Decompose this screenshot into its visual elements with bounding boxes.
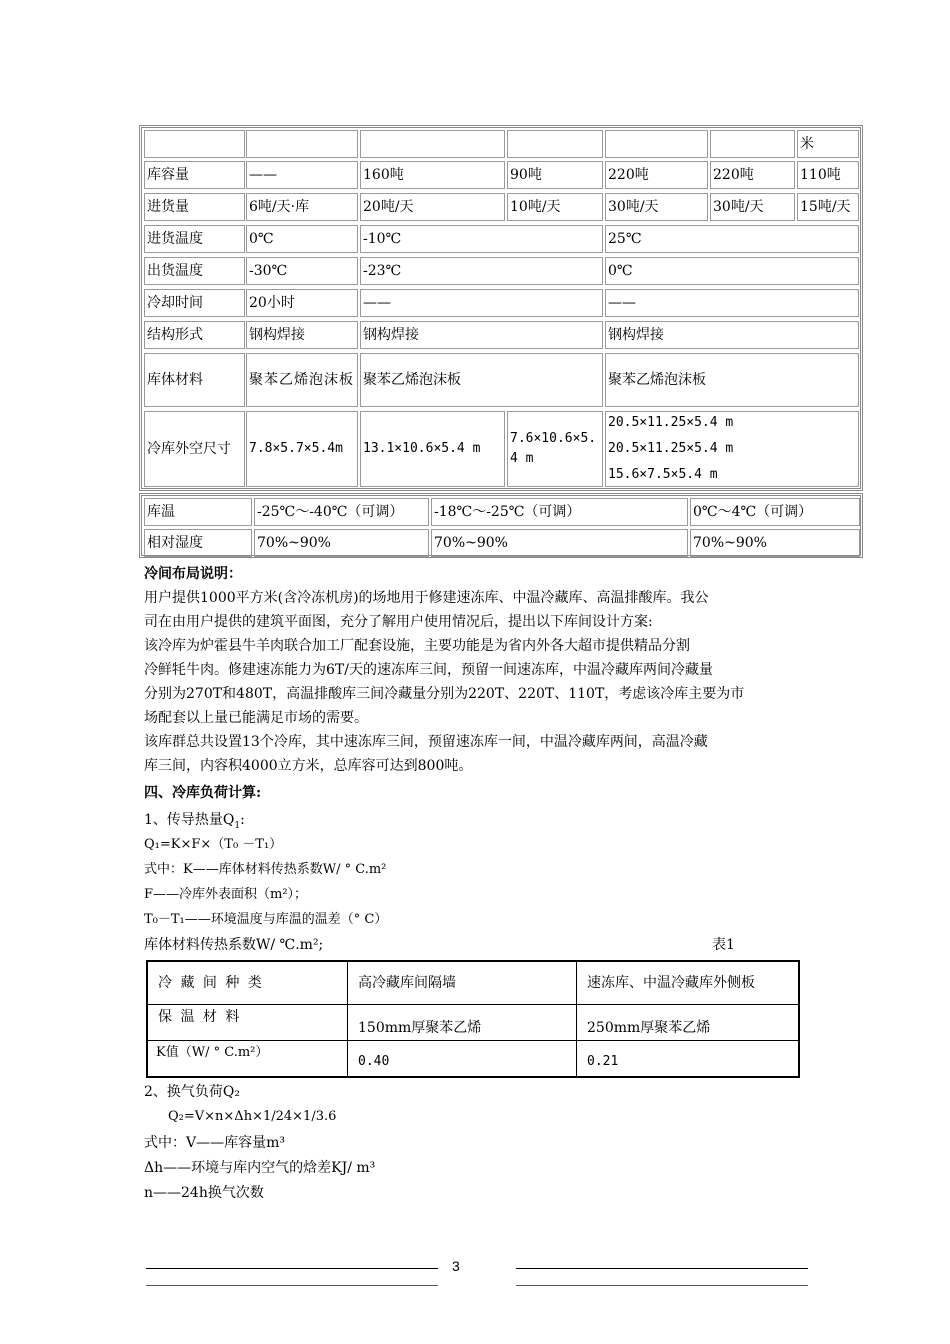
row-label: 库容量 [144, 161, 245, 189]
table-cell: 10吨/天 [507, 193, 603, 221]
definition-line: n——24h换气次数 [144, 1185, 264, 1201]
table-cell: —— [360, 289, 603, 317]
table-cell: 7.6×10.6×5.4 m [507, 411, 603, 487]
definition-line: 式中：V——库容量m³ [144, 1135, 285, 1151]
table-cell: 6吨/天·库 [246, 193, 358, 221]
paragraph-line: 库三间，内容积4000立方米，总库容可达到800吨。 [144, 758, 473, 774]
table-cell: 150mm厚聚苯乙烯 [347, 1004, 577, 1041]
table-cell: 70%~90% [254, 529, 429, 557]
table-cell: 70%~90% [431, 529, 688, 557]
table-cell: 30吨/天 [710, 193, 795, 221]
row-label: 冷却时间 [144, 289, 245, 317]
row-label: 冷库外空尺寸 [144, 411, 245, 487]
table-cell: 250mm厚聚苯乙烯 [576, 1004, 799, 1041]
definition-line: 式中：K——库体材料传热系数W/ ° C.m² [144, 862, 387, 877]
paragraph-line: 用户提供1000平方米(含冷冻机房)的场地用于修建速冻库、中温冷藏库、高温排酸库。我公 [144, 590, 709, 606]
formula: Q₁=K×F×（T₀ －T₁） [144, 837, 283, 852]
row-label: 进货量 [144, 193, 245, 221]
table-cell: 160吨 [360, 161, 505, 189]
table-cell: -30℃ [246, 257, 358, 285]
table-cell: K值（W/ ° C.m²） [147, 1040, 348, 1077]
table-cell: 聚苯乙烯泡沫板 [605, 353, 859, 407]
footer-rule [516, 1268, 808, 1269]
dimension-line: 20.5×11.25×5.4 m [608, 441, 734, 456]
table-cell: 0.40 [347, 1040, 577, 1077]
table-cell: 90吨 [507, 161, 603, 189]
row-label: 相对湿度 [144, 529, 252, 557]
storage-spec-table [139, 125, 863, 491]
table-cell: 20吨/天 [360, 193, 505, 221]
table-cell [710, 130, 795, 158]
table-cell [507, 130, 603, 158]
table-cell [605, 130, 708, 158]
dimension-line: 20.5×11.25×5.4 m [608, 415, 734, 430]
paragraph-line: 该冷库为炉霍县牛羊肉联合加工厂配套设施，主要功能是为省内外各大超市提供精品分割 [144, 638, 690, 654]
table-cell: 0℃～4℃（可调） [690, 498, 860, 526]
table-cell-dimensions [605, 411, 859, 487]
section-heading: 四、冷库负荷计算: [144, 785, 262, 801]
table-cell: 聚苯乙烯泡沫板 [360, 353, 603, 407]
table-cell: —— [246, 161, 358, 189]
footer-rule [516, 1285, 808, 1286]
definition-line: Δh——环境与库内空气的焓差KJ/ m³ [144, 1160, 376, 1176]
table-cell: -18℃～-25℃（可调） [431, 498, 688, 526]
paragraph-line: 场配套以上量已能满足市场的需要。 [144, 710, 368, 726]
table-cell: 钢构焊接 [246, 321, 358, 349]
table-cell: 钢构焊接 [360, 321, 603, 349]
table-cell [144, 130, 245, 158]
table-cell [360, 130, 505, 158]
table-cell: 钢构焊接 [605, 321, 859, 349]
table-header-cell: 冷 藏 间 种 类 [147, 961, 348, 1005]
table-cell: 聚苯乙烯泡沫板 [246, 353, 358, 407]
k-value-table [146, 960, 800, 1078]
definition-line: F——冷库外表面积（m²）； [144, 887, 308, 902]
paragraph-line: 司在由用户提供的建筑平面图，充分了解用户使用情况后，提出以下库间设计方案: [144, 614, 653, 630]
table-header-cell: 高冷藏库间隔墙 [347, 961, 577, 1005]
table-cell: 220吨 [605, 161, 708, 189]
table-cell: 110吨 [797, 161, 859, 189]
table-cell: 25℃ [605, 225, 859, 253]
row-label: 库体材料 [144, 353, 245, 407]
table-cell: 米 [797, 130, 859, 158]
temperature-table [139, 493, 863, 558]
paragraph-line: 分别为270T和480T，高温排酸库三间冷藏量分别为220T、220T、110T，考虑该冷库主要为市 [144, 686, 745, 702]
row-label: 进货温度 [144, 225, 245, 253]
paragraph-line: 冷鲜牦牛肉。修建速冻能力为6T/天的速冻库三间，预留一间速冻库，中温冷藏库两间冷藏量 [144, 662, 713, 678]
row-label: 出货温度 [144, 257, 245, 285]
table-cell: 7.8×5.7×5.4m [246, 411, 358, 487]
dimension-line: 15.6×7.5×5.4 m [608, 467, 718, 482]
formula: Q₂=V×n×Δh×1/24×1/3.6 [168, 1109, 337, 1124]
table-cell: 20小时 [246, 289, 358, 317]
table-cell: 0℃ [605, 257, 859, 285]
definition-line: T₀－T₁——环境温度与库温的温差（° C） [144, 912, 388, 927]
table-cell: 70%~90% [690, 529, 860, 557]
table-cell: -25℃～-40℃（可调） [254, 498, 429, 526]
table-cell: 保 温 材 料 [147, 1004, 348, 1041]
table-cell: —— [605, 289, 859, 317]
row-label: 结构形式 [144, 321, 245, 349]
layout-heading: 冷间布局说明： [144, 566, 242, 582]
table-cell: 0.21 [576, 1040, 799, 1077]
table-cell: -10℃ [360, 225, 603, 253]
table-cell: 30吨/天 [605, 193, 708, 221]
table-label: 表1 [712, 937, 735, 953]
item-title: 1、传导热量$Q_1$: [144, 812, 245, 831]
table-caption: 库体材料传热系数W/ ℃.m²; [144, 937, 324, 953]
row-label: 库温 [144, 498, 252, 526]
table-cell: 15吨/天 [797, 193, 859, 221]
table-cell: 220吨 [710, 161, 795, 189]
item-title: 2、换气负荷Q₂ [144, 1084, 240, 1100]
table-cell: 0℃ [246, 225, 358, 253]
table-cell: -23℃ [360, 257, 603, 285]
table-header-cell: 速冻库、中温冷藏库外侧板 [576, 961, 799, 1005]
page-number: 3 [452, 1258, 460, 1274]
paragraph-line: 该库群总共设置13个冷库，其中速冻库三间，预留速冻库一间，中温冷藏库两间，高温冷藏 [144, 734, 708, 750]
table-cell [246, 130, 358, 158]
table-cell: 13.1×10.6×5.4 m [360, 411, 505, 487]
footer-rule [146, 1268, 438, 1269]
footer-rule [146, 1285, 438, 1286]
